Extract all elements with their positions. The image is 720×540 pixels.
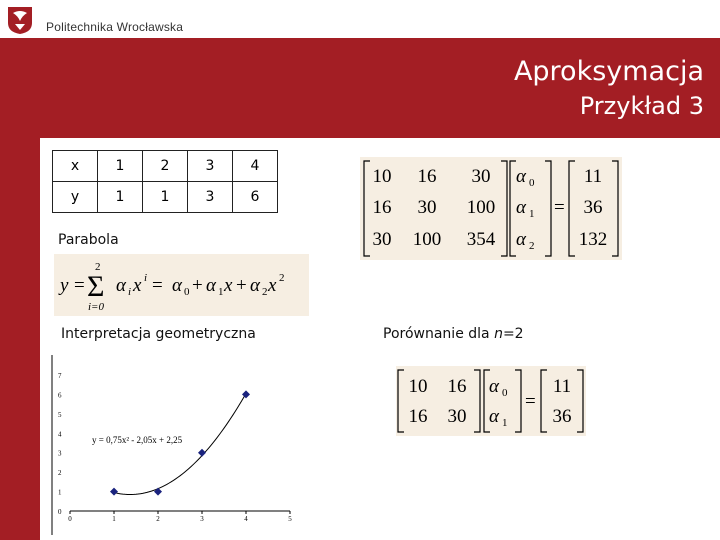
comparison-label-suffix: =2 [502,326,524,342]
university-logo-icon [6,5,34,35]
y-tick-label: 3 [58,449,62,458]
matrix-cell: 354 [466,229,496,250]
svg-text:α: α [516,229,526,250]
svg-text:2: 2 [279,272,285,284]
svg-text:α: α [489,406,499,427]
table-cell: x [53,151,98,182]
matrix-cell: 16 [417,166,437,187]
rhs-cell: 11 [552,376,572,397]
matrix-cell: 16 [372,197,392,218]
formula-graphic [54,254,309,316]
data-point [154,488,162,496]
y-tick-label: 0 [58,508,62,516]
svg-text:y: y [60,275,69,296]
matrix-cell: 30 [447,406,467,427]
matrix-equation-3x3 [360,157,622,260]
svg-text:x: x [224,275,233,296]
svg-text:α: α [489,376,499,397]
top-bar [0,0,720,38]
table-cell: 4 [233,151,278,182]
rhs-cell: 36 [552,406,572,427]
approximation-chart [48,355,298,535]
rhs-cell: 11 [583,166,603,187]
matrix-cell: 16 [447,376,467,397]
matrix-cell: 100 [412,229,442,250]
y-tick-label: 5 [58,410,62,419]
table-cell: 1 [98,151,143,182]
matrix-cell: 30 [471,166,491,187]
table-cell: 1 [98,182,143,213]
table-row [53,151,278,182]
matrix-cell: 30 [417,197,437,218]
x-tick-label: 5 [288,515,292,523]
svg-text:2: 2 [529,240,535,252]
svg-text:=: = [525,391,536,412]
svg-text:0: 0 [502,387,508,399]
data-point [110,488,118,496]
svg-text:+: + [236,275,247,296]
trendline-equation: y = 0,75x² - 2,05x + 2,25 [92,435,183,445]
data-point [198,449,206,457]
svg-text:x: x [133,275,142,296]
svg-text:=: = [74,275,85,296]
x-tick-label: 3 [200,515,204,523]
svg-text:α: α [516,197,526,218]
table-cell: 3 [188,182,233,213]
left-sidebar [0,38,40,540]
y-tick-label: 2 [58,469,62,478]
matrix2-graphic [396,366,586,436]
table-cell: 2 [143,151,188,182]
svg-text:1: 1 [218,286,224,298]
x-tick-label: 1 [112,515,116,523]
table-cell: 1 [143,182,188,213]
slide-subtitle: Przykład 3 [579,92,704,120]
svg-text:α: α [116,275,126,296]
matrix-cell: 100 [466,197,496,218]
svg-text:α: α [172,275,182,296]
x-tick-label: 0 [68,515,72,523]
data-table [52,150,278,213]
matrix-graphic [360,157,622,260]
rhs-cell: 132 [578,229,608,250]
svg-text:0: 0 [184,286,190,298]
comparison-label-prefix: Porównanie dla [383,326,495,342]
y-tick-label: 1 [58,488,62,497]
svg-text:α: α [206,275,216,296]
y-tick-label: 4 [58,430,62,439]
interpretation-label: Interpretacja geometryczna [61,326,256,342]
svg-text:α: α [250,275,260,296]
y-tick-label: 7 [58,372,62,380]
table-cell: y [53,182,98,213]
y-tick-label: 6 [58,391,62,400]
data-point [242,390,250,398]
svg-text:1: 1 [529,208,535,220]
svg-text:i=0: i=0 [88,301,104,313]
matrix-cell: 10 [372,166,392,187]
matrix-equation-2x2 [396,366,586,436]
comparison-label-var: n [494,326,503,342]
matrix-cell: 10 [408,376,428,397]
rhs-cell: 36 [583,197,603,218]
svg-text:x: x [268,275,277,296]
university-name: Politechnika Wrocławska [46,20,184,34]
svg-text:α: α [516,166,526,187]
svg-text:i: i [128,286,132,298]
svg-text:0: 0 [529,177,535,189]
svg-text:=: = [152,275,163,296]
comparison-label [383,326,524,342]
svg-text:2: 2 [95,261,101,273]
table-cell: 6 [233,182,278,213]
table-row [53,182,278,213]
parabola-label: Parabola [58,232,119,248]
slide-header [40,38,720,138]
x-tick-label: 2 [156,515,160,523]
svg-text:i: i [144,272,148,284]
table-cell: 3 [188,151,233,182]
parabola-formula [54,254,309,316]
x-tick-label: 4 [244,515,248,523]
svg-text:Σ: Σ [87,270,105,303]
slide-title: Aproksymacja [513,56,704,87]
svg-text:=: = [554,197,565,218]
matrix-cell: 16 [408,406,428,427]
svg-text:2: 2 [262,286,268,298]
matrix-cell: 30 [372,229,392,250]
svg-text:1: 1 [502,417,508,429]
svg-text:+: + [192,275,203,296]
